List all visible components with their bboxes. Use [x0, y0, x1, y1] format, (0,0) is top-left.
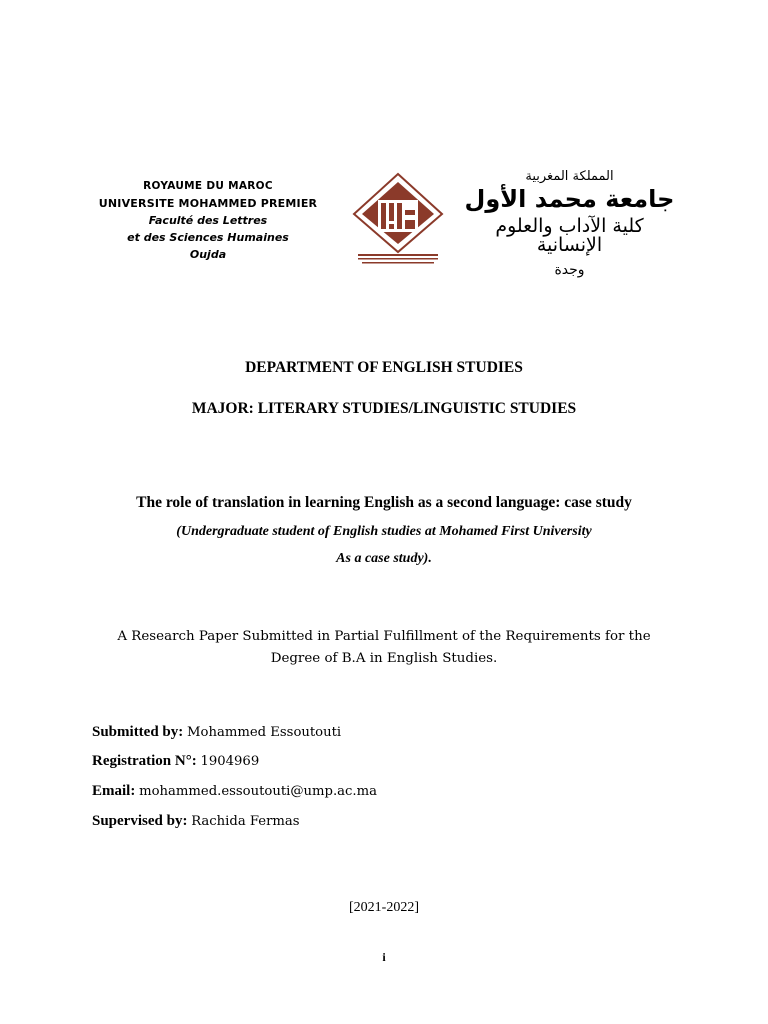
- submitted-by-label: Submitted by: [92, 724, 179, 740]
- kingdom-label: ROYAUME DU MAROC: [143, 180, 273, 192]
- registration-label: Registration N°: [92, 753, 192, 769]
- faculty-name-line2: et des Sciences Humaines: [127, 231, 289, 244]
- academic-year: [2021-2022]: [349, 900, 419, 915]
- french-institution-header: [96, 178, 320, 263]
- department-heading: DEPARTMENT OF ENGLISH STUDIES: [245, 359, 523, 376]
- thesis-subtitle-line2: As a case study).: [336, 551, 432, 566]
- arabic-university-name: جامعة محمد الأول: [464, 185, 675, 213]
- email-label: Email: [92, 783, 131, 799]
- arabic-city-name: وجدة: [554, 262, 585, 278]
- arabic-institution-header: [462, 168, 677, 277]
- city-name: Oujda: [189, 248, 227, 261]
- supervised-by-row: [92, 813, 300, 830]
- thesis-subtitle-line1: (Undergraduate student of English studies at Mohamed First University: [176, 524, 592, 539]
- email-row: Email: mohammed.essoutouti@ump.ac.ma: [92, 783, 377, 799]
- thesis-title: The role of translation in learning English as a second language: case study: [136, 494, 632, 511]
- arabic-faculty-name: كلية الآداب والعلوم الإنسانية: [495, 215, 644, 256]
- supervised-by-label: Supervised by:: [92, 813, 188, 829]
- faculty-name-line1: Faculté des Lettres: [148, 214, 268, 227]
- research-statement: A Research Paper Submitted in Partial Fulfillment of the Requirements for the Degree of B.A in English Studies.: [117, 629, 651, 666]
- registration-row: Registration N°: 1904969: [92, 753, 260, 769]
- major-heading: MAJOR: LITERARY STUDIES/LINGUISTIC STUDIES: [191, 400, 577, 417]
- supervised-by-value: Rachida Fermas: [191, 814, 300, 829]
- page-number: i: [382, 950, 386, 964]
- university-emblem-icon: [348, 172, 448, 270]
- university-name: UNIVERSITE MOHAMMED PREMIER: [98, 197, 318, 210]
- submitted-by-value: Mohammed Essoutouti: [187, 725, 342, 740]
- arabic-kingdom-label: المملكة المغربية: [525, 169, 614, 184]
- registration-value: 1904969: [200, 754, 260, 769]
- submitted-by-row: Submitted by: Mohammed Essoutouti: [92, 724, 342, 740]
- email-value: mohammed.essoutouti@ump.ac.ma: [139, 784, 377, 799]
